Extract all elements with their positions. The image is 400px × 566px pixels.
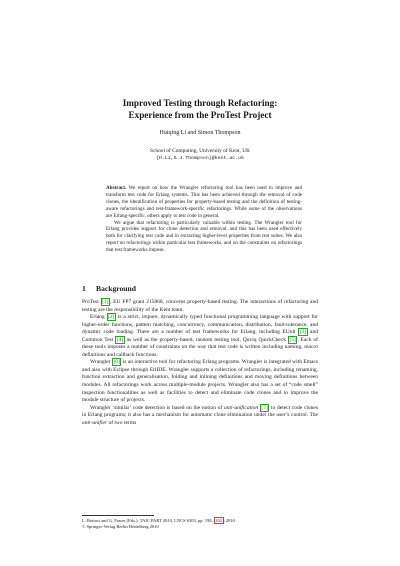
- body-paragraph-4: [82, 405, 318, 428]
- text-run: is a strict, impure, dynamically typed functional programming language with support for higher-order functions, pattern matching, concurrency, communication, distribution, fault-tolerance, and dynamic code loading. There are a number of test frameworks for Erlang, including EUnit: [82, 314, 318, 336]
- page-link[interactable]: 202: [215, 518, 223, 523]
- abstract: [106, 185, 302, 254]
- text-run: Erlang: [90, 314, 107, 321]
- text-run: Wrangler ‘similar’ code detection is based on the notion of: [90, 404, 224, 411]
- text-run: , EU FP7 grant 215868, concerns property-based testing. The interactions of refactoring and testing are the responsibility of the Kent team.: [82, 299, 318, 313]
- text-run: L. Bottaci and G. Fraser (Eds.): TAIC PART 2010, LNCS 6303, pp. 198–: [82, 518, 214, 523]
- footer-citation: [82, 518, 236, 530]
- abstract-text-1: We report on how the Wrangler refactoring tool has been used to improve and transform test code for Erlang systems. This has been achieved through the removal of code clones, the identification of properties for property-based testing and the definition of testing-aware refactorings and test-framework-specific refactorings. While some of the observations are Erlang-specific, others apply to test code in general.: [106, 185, 303, 219]
- section-heading: [82, 284, 136, 293]
- citation-link[interactable]: [4]: [116, 336, 124, 343]
- citation-link[interactable]: [7]: [261, 404, 268, 411]
- text-run: of two terms: [107, 419, 137, 426]
- citation-link[interactable]: [1]: [102, 299, 109, 305]
- text-run: . Each of these tools imposes a number of constraints on the way that test code is written including naming, macro definitions and callback functions.: [82, 336, 318, 358]
- text-run: Wrangler: [90, 359, 112, 366]
- text-run: as well as the property-based, random testing tool, Quviq QuickCheck: [124, 336, 288, 343]
- author-email: {H.Li,S.J.Thompson}@kent.ac.uk: [155, 156, 245, 162]
- text-run: , 2010.: [223, 518, 236, 523]
- paper-title: [60, 97, 340, 121]
- text-run: to detect code clones in Erlang programs; it also has a mechanism for automatic clone elimination under the user’s control. The: [82, 404, 319, 419]
- title-line-1: Improved Testing through Refactoring:: [122, 98, 278, 108]
- abstract-paragraph-2: We argue that refactoring is particularly valuable within testing. The Wrangler tool for Erlang provides support for clone detection and removal, and this has been used effectively both for clarifying test code and in extracting higher-level properties from test suites. We also report on refactorings within particular test frameworks, and on the constraints on refactorings that test frameworks impose.: [106, 219, 302, 254]
- body-paragraph-2: [82, 314, 318, 359]
- copyright-line: © Springer-Verlag Berlin Heidelberg 2010: [82, 523, 159, 529]
- section-number: 1: [82, 284, 86, 293]
- text-run: ProTest: [82, 299, 101, 305]
- affiliation-block: [60, 148, 340, 163]
- title-line-2: Experience from the ProTest Project: [128, 110, 272, 120]
- section-title: Background: [96, 284, 136, 293]
- text-run: and Common Test: [82, 329, 318, 343]
- citation-link[interactable]: [5]: [289, 336, 296, 343]
- emphasis: anti-unifier: [82, 419, 108, 426]
- authors: Huiqing Li and Simon Thompson: [159, 130, 241, 136]
- body-text: [82, 299, 318, 427]
- body-paragraph-1: [82, 299, 318, 314]
- emphasis: anti-unification: [223, 404, 259, 411]
- citation-link[interactable]: [6]: [113, 359, 120, 366]
- body-paragraph-3: [82, 359, 318, 404]
- abstract-paragraph-1: [106, 185, 302, 220]
- text-run: is an interactive tool for refactoring Erlang programs. Wrangler is integrated with Emacs and also with Eclipse through ErlIDE. Wrangler supports a collection of refactorings, including renaming, function extraction and generalisation, folding and inlining definitions and moving definitions between modules. All refactorings work across multiple-module projects. Wrangler also has a set of “code smell” inspection functionalities as well as facilities to detect and eliminate code clones and to improve the module structure of projects.: [82, 359, 319, 404]
- citation-link[interactable]: [3]: [299, 329, 307, 336]
- footnote-rule: [82, 515, 154, 516]
- abstract-label: Abstract.: [106, 185, 127, 191]
- affiliation: School of Computing, University of Kent, UK: [149, 148, 251, 154]
- citation-link[interactable]: [2]: [108, 314, 115, 321]
